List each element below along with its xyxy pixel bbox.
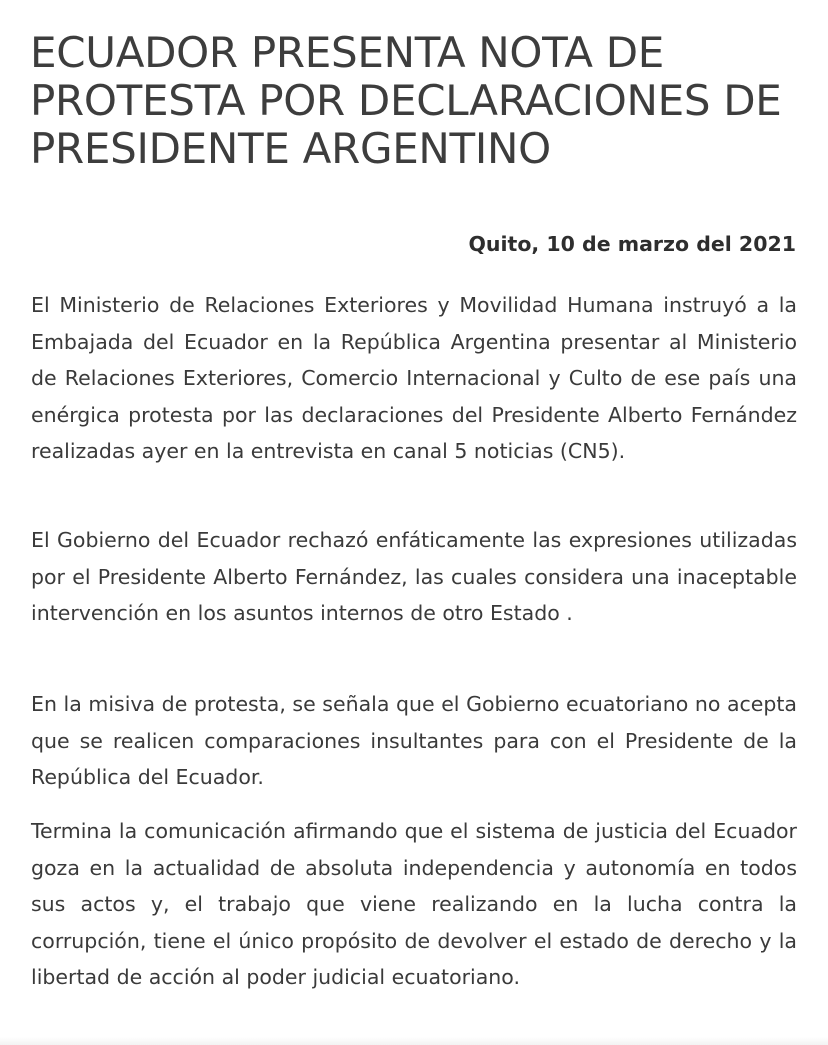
article-title: ECUADOR PRESENTA NOTA DE PROTESTA POR DECLARACIONES DE PRESIDENTE ARGENTINO xyxy=(30,28,782,173)
paragraph-2: El Gobierno del Ecuador rechazó enfáticamente las expresiones utilizadas por el Presidente Alberto Fernández, las cuales considera una inaceptable intervención en los asuntos internos de otro Estado . xyxy=(31,528,797,625)
paragraph-3: En la misiva de protesta, se señala que el Gobierno ecuatoriano no acepta que se realicen comparaciones insultantes para con el Presidente de la República del Ecuador. xyxy=(31,692,797,789)
paragraph-4: Termina la comunicación afirmando que el sistema de justicia del Ecuador goza en la actualidad de absoluta independencia y autonomía en todos sus actos y, el trabajo que viene realizando en la lucha contra la corrupción, tiene el único propósito de devolver el estado de derecho y la libertad de acción al poder judicial ecuatoriano. xyxy=(31,819,797,989)
paragraph-1: El Ministerio de Relaciones Exteriores y Movilidad Humana instruyó a la Embajada del Ecuador en la República Argentina presentar al Ministerio de Relaciones Exteriores, Comercio Internacional y Culto de ese país una enérgica protesta por las declaraciones del Presidente Alberto Fernández realizadas ayer en la entrevista en canal 5 noticias (CN5). xyxy=(31,293,797,463)
bottom-edge-shadow xyxy=(0,1037,828,1045)
dateline: Quito, 10 de marzo del 2021 xyxy=(468,232,796,256)
